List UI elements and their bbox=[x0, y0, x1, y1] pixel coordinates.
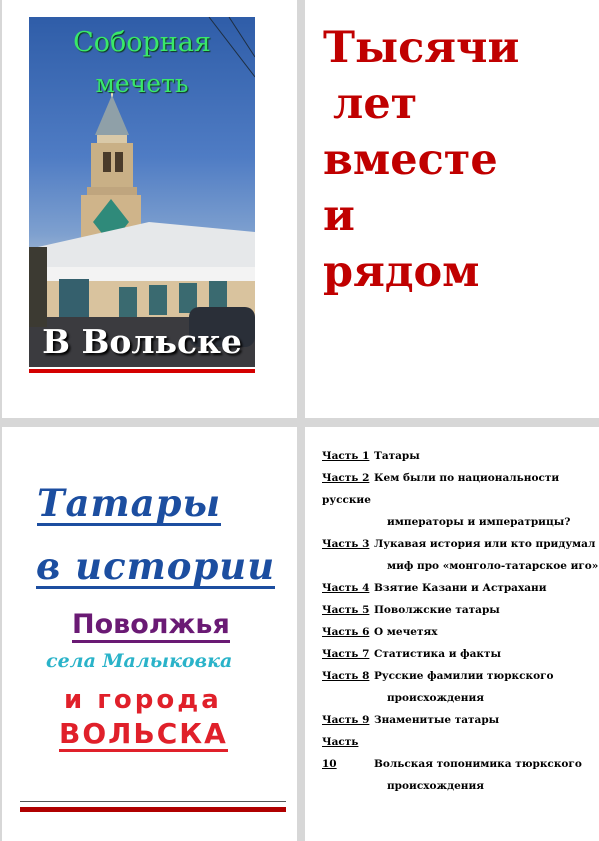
heading-volsk: ВОЛЬСКА bbox=[59, 717, 228, 750]
toc-title: Вольская топонимика тюркского bbox=[374, 758, 582, 770]
heading-and-town: и города bbox=[64, 685, 222, 715]
toc-item-3[interactable] bbox=[322, 533, 599, 577]
mosque-photo bbox=[29, 17, 255, 367]
red-divider bbox=[29, 369, 255, 373]
table-of-contents bbox=[322, 445, 599, 797]
toc-title-continued: происхождения bbox=[387, 692, 484, 704]
toc-title: Русские фамилии тюркского bbox=[374, 670, 554, 682]
heading-in-history: в истории bbox=[36, 544, 276, 588]
toc-item-10[interactable] bbox=[322, 731, 599, 797]
toc-number: Часть 5 bbox=[322, 604, 370, 616]
title-line-5: рядом bbox=[323, 247, 480, 297]
toc-item-5[interactable] bbox=[322, 599, 599, 621]
toc-number: Часть 10 bbox=[322, 736, 359, 770]
toc-number: Часть 2 bbox=[322, 472, 370, 484]
heading-volga: Поволжья bbox=[72, 610, 230, 643]
heading-village: села Малыковка bbox=[46, 650, 233, 672]
toc-title: Лукавая история или кто придумал bbox=[374, 538, 596, 550]
toc-item-4[interactable] bbox=[322, 577, 599, 599]
toc-title: Татары bbox=[374, 450, 420, 462]
toc-title: О мечетях bbox=[374, 626, 438, 638]
title-line-4: и bbox=[323, 191, 355, 241]
toc-title: Знаменитые татары bbox=[374, 714, 500, 726]
photo-title-line1: Соборная bbox=[73, 27, 211, 58]
toc-item-1[interactable] bbox=[322, 445, 599, 467]
toc-item-2[interactable] bbox=[322, 467, 599, 533]
page-title bbox=[305, 0, 599, 418]
heading-tatars: Татары bbox=[37, 481, 222, 525]
page-contents bbox=[305, 427, 599, 841]
title-line-2: лет bbox=[333, 79, 418, 129]
toc-number: Часть 7 bbox=[322, 648, 370, 660]
toc-title: Кем были по национальности русские bbox=[322, 472, 560, 506]
toc-title-continued: миф про «монголо-татарское иго» bbox=[387, 560, 599, 572]
thin-divider bbox=[20, 801, 286, 802]
toc-title-continued: происхождения bbox=[387, 780, 484, 792]
title-line-1: Тысячи bbox=[323, 23, 520, 73]
page-cover-photo bbox=[2, 0, 297, 418]
toc-number: Часть 8 bbox=[322, 670, 370, 682]
photo-title-line2: мечеть bbox=[95, 69, 189, 98]
big-title bbox=[323, 20, 519, 300]
toc-title-continued: императоры и императрицы? bbox=[387, 516, 571, 528]
toc-item-7[interactable] bbox=[322, 643, 599, 665]
toc-number: Часть 3 bbox=[322, 538, 370, 550]
toc-number: Часть 6 bbox=[322, 626, 370, 638]
red-divider bbox=[20, 807, 286, 812]
photo-town-caption: В Вольске bbox=[42, 322, 242, 361]
toc-title: Статистика и факты bbox=[374, 648, 502, 660]
page-cover-text bbox=[2, 427, 297, 841]
toc-number: Часть 1 bbox=[322, 450, 370, 462]
title-line-3: вместе bbox=[323, 135, 498, 185]
toc-number: Часть 4 bbox=[322, 582, 370, 594]
toc-item-9[interactable] bbox=[322, 709, 599, 731]
toc-title: Взятие Казани и Астрахани bbox=[374, 582, 547, 594]
toc-number: Часть 9 bbox=[322, 714, 370, 726]
toc-item-8[interactable] bbox=[322, 665, 599, 709]
toc-item-6[interactable] bbox=[322, 621, 599, 643]
toc-title: Поволжские татары bbox=[374, 604, 500, 616]
